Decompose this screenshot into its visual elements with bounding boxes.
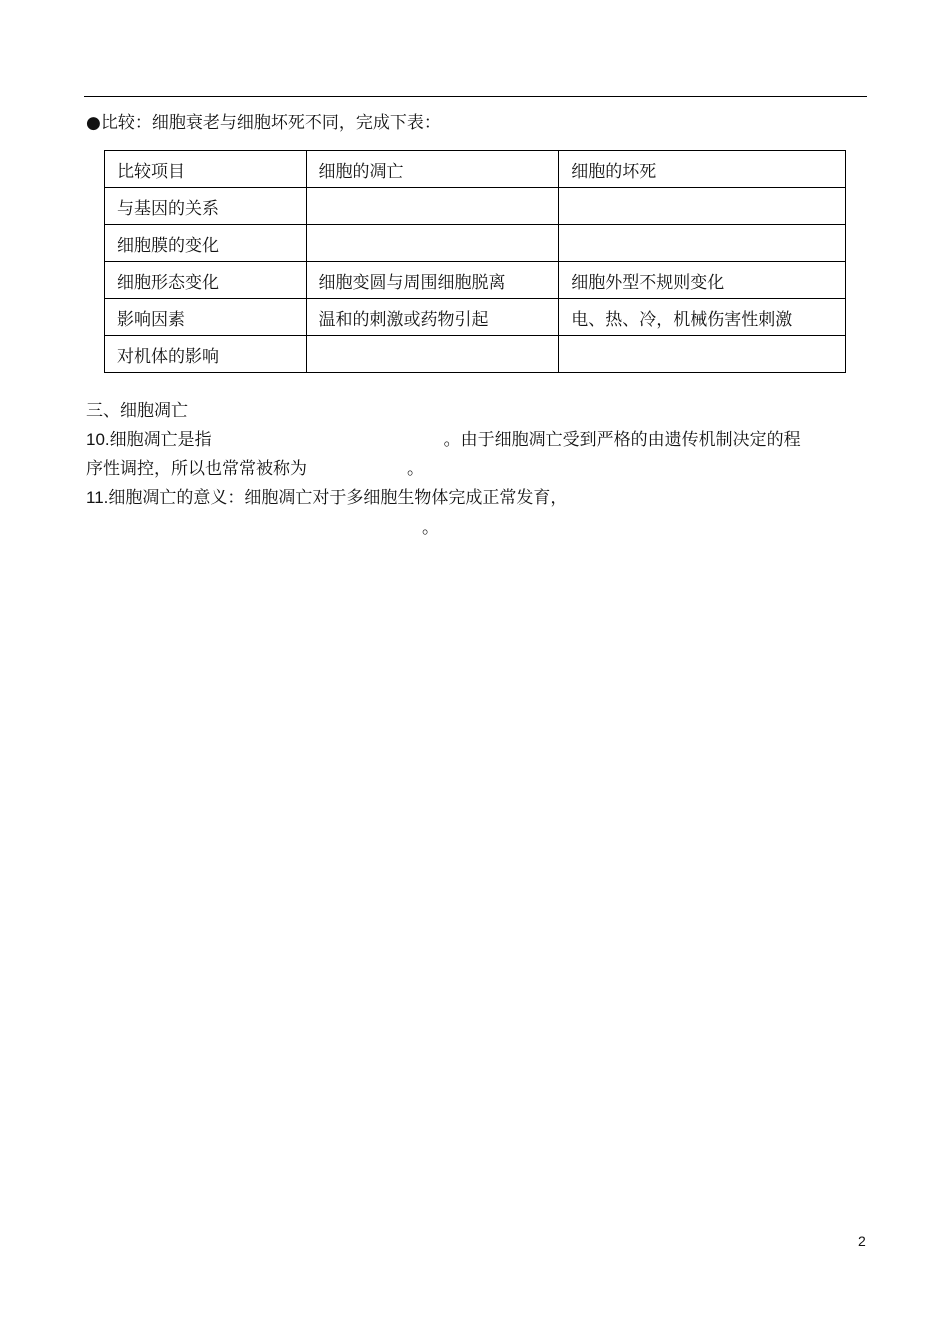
blank-answer-cell[interactable]	[306, 188, 559, 225]
table-header-row	[105, 151, 846, 188]
header-rule	[84, 96, 867, 97]
table-cell: 细胞的凋亡	[306, 151, 559, 188]
question-text: 。	[407, 459, 424, 479]
section-title: 三、细胞凋亡	[86, 401, 188, 421]
question-number: 10.	[86, 430, 110, 449]
table-row	[105, 299, 846, 336]
table-row	[105, 225, 846, 262]
blank-answer-cell[interactable]	[559, 336, 846, 373]
table-cell: 细胞外型不规则变化	[559, 262, 846, 299]
table-cell: 电、热、冷，机械伤害性刺激	[559, 299, 846, 336]
question-text: 细胞凋亡是指	[109, 430, 212, 450]
question-number: 11.	[86, 488, 109, 507]
table-cell: 细胞形态变化	[105, 262, 307, 299]
blank-answer-cell[interactable]	[559, 225, 846, 262]
table-cell: 温和的刺激或药物引起	[306, 299, 559, 336]
table-cell: 细胞膜的变化	[105, 225, 307, 262]
table-row	[105, 262, 846, 299]
question-10-line-2	[86, 454, 424, 479]
question-text: 序性调控，所以也常常被称为	[86, 459, 307, 479]
table-row	[105, 188, 846, 225]
question-text: 。	[422, 518, 439, 538]
blank-answer-cell[interactable]	[559, 188, 846, 225]
question-10-line-1	[86, 425, 801, 450]
table-cell: 对机体的影响	[105, 336, 307, 373]
comparison-table	[104, 150, 846, 373]
table-cell: 比较项目	[105, 151, 307, 188]
table-cell: 细胞变圆与周围细胞脱离	[306, 262, 559, 299]
table-row	[105, 336, 846, 373]
table-cell: 影响因素	[105, 299, 307, 336]
page-number: 2	[858, 1233, 866, 1249]
blank-answer-cell[interactable]	[306, 225, 559, 262]
question-11-line-1	[86, 483, 567, 508]
question-text: 。由于细胞凋亡受到严格的由遗传机制决定的程	[443, 430, 801, 450]
table-cell: 细胞的坏死	[559, 151, 846, 188]
blank-answer-cell[interactable]	[306, 336, 559, 373]
question-11-line-2	[86, 513, 439, 538]
table-cell: 与基因的关系	[105, 188, 307, 225]
question-text: 细胞凋亡的意义：细胞凋亡对于多细胞生物体完成正常发育，	[108, 488, 568, 508]
comparison-intro: ●比较：细胞衰老与细胞坏死不同，完成下表：	[86, 113, 441, 133]
